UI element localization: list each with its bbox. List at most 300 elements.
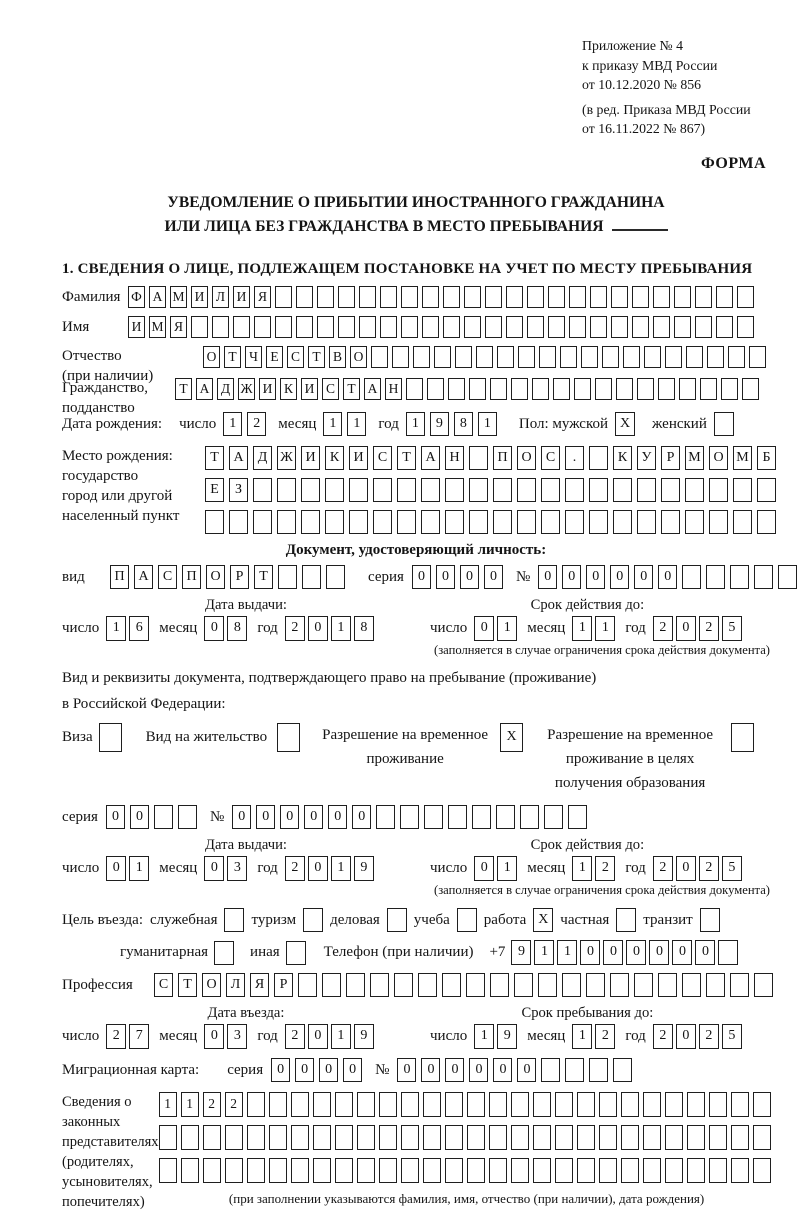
char-cell[interactable]: 2 (699, 1024, 719, 1049)
char-cell[interactable] (357, 1125, 375, 1150)
char-cell[interactable] (357, 1158, 375, 1183)
char-cell[interactable]: Р (230, 565, 249, 589)
char-cell[interactable]: Т (178, 973, 197, 997)
char-cell[interactable]: 0 (256, 805, 275, 829)
char-cell[interactable] (532, 378, 549, 400)
char-cell[interactable]: С (287, 346, 304, 368)
char-cell[interactable] (445, 1158, 463, 1183)
char-cell[interactable]: 2 (653, 1024, 673, 1049)
char-cell[interactable] (422, 316, 439, 338)
char-cell[interactable] (229, 510, 248, 534)
char-cell[interactable] (254, 316, 271, 338)
char-cell[interactable]: 5 (722, 616, 742, 641)
char-cell[interactable] (709, 1158, 727, 1183)
purpose-tourism-checkbox[interactable] (303, 908, 323, 932)
char-cell[interactable] (203, 1125, 221, 1150)
char-cell[interactable] (443, 286, 460, 308)
char-cell[interactable] (511, 1092, 529, 1117)
char-cell[interactable]: 0 (308, 1024, 328, 1049)
char-cell[interactable] (757, 478, 776, 502)
char-cell[interactable] (401, 1125, 419, 1150)
char-cell[interactable]: Д (217, 378, 234, 400)
char-cell[interactable] (424, 805, 443, 829)
char-cell[interactable] (159, 1158, 177, 1183)
char-cell[interactable] (159, 1125, 177, 1150)
char-cell[interactable] (706, 565, 725, 589)
char-cell[interactable] (539, 346, 556, 368)
char-cell[interactable]: 0 (204, 856, 224, 881)
char-cell[interactable] (589, 510, 608, 534)
char-cell[interactable] (278, 565, 297, 589)
char-cell[interactable] (493, 478, 512, 502)
char-cell[interactable] (658, 378, 675, 400)
char-cell[interactable] (643, 1125, 661, 1150)
char-cell[interactable] (514, 973, 533, 997)
char-cell[interactable] (418, 973, 437, 997)
char-cell[interactable]: 7 (129, 1024, 149, 1049)
char-cell[interactable]: 0 (484, 565, 503, 589)
char-cell[interactable] (178, 805, 197, 829)
char-cell[interactable]: 0 (493, 1058, 512, 1082)
char-cell[interactable]: 0 (106, 805, 125, 829)
char-cell[interactable] (637, 378, 654, 400)
female-checkbox[interactable] (714, 412, 734, 436)
char-cell[interactable] (695, 316, 712, 338)
char-cell[interactable] (335, 1158, 353, 1183)
char-cell[interactable]: Я (254, 286, 271, 308)
purpose-business-checkbox[interactable] (387, 908, 407, 932)
char-cell[interactable]: 0 (538, 565, 557, 589)
char-cell[interactable] (338, 286, 355, 308)
char-cell[interactable]: Р (661, 446, 680, 470)
char-cell[interactable] (423, 1125, 441, 1150)
char-cell[interactable] (421, 510, 440, 534)
char-cell[interactable]: Т (224, 346, 241, 368)
char-cell[interactable]: Е (266, 346, 283, 368)
char-cell[interactable]: 0 (474, 856, 494, 881)
char-cell[interactable]: Т (397, 446, 416, 470)
char-cell[interactable] (679, 378, 696, 400)
char-cell[interactable] (301, 510, 320, 534)
char-cell[interactable] (359, 316, 376, 338)
char-cell[interactable]: 9 (511, 940, 531, 965)
char-cell[interactable]: 1 (106, 616, 126, 641)
char-cell[interactable] (485, 316, 502, 338)
char-cell[interactable]: 3 (227, 1024, 247, 1049)
char-cell[interactable]: М (149, 316, 166, 338)
char-cell[interactable] (413, 346, 430, 368)
char-cell[interactable] (586, 973, 605, 997)
char-cell[interactable] (469, 446, 488, 470)
char-cell[interactable] (716, 316, 733, 338)
char-cell[interactable] (653, 286, 670, 308)
char-cell[interactable] (674, 286, 691, 308)
char-cell[interactable] (380, 316, 397, 338)
char-cell[interactable]: 2 (699, 616, 719, 641)
char-cell[interactable] (632, 316, 649, 338)
char-cell[interactable] (687, 1092, 705, 1117)
char-cell[interactable]: П (182, 565, 201, 589)
purpose-private-checkbox[interactable] (616, 908, 636, 932)
char-cell[interactable]: 1 (572, 616, 592, 641)
char-cell[interactable]: 1 (557, 940, 577, 965)
char-cell[interactable] (317, 286, 334, 308)
char-cell[interactable] (527, 286, 544, 308)
char-cell[interactable]: 1 (331, 856, 351, 881)
char-cell[interactable] (728, 346, 745, 368)
char-cell[interactable] (275, 316, 292, 338)
char-cell[interactable] (291, 1125, 309, 1150)
char-cell[interactable] (154, 805, 173, 829)
char-cell[interactable]: У (637, 446, 656, 470)
char-cell[interactable] (247, 1125, 265, 1150)
char-cell[interactable] (296, 316, 313, 338)
char-cell[interactable]: С (373, 446, 392, 470)
char-cell[interactable]: 1 (159, 1092, 177, 1117)
char-cell[interactable] (749, 346, 766, 368)
char-cell[interactable] (577, 1158, 595, 1183)
char-cell[interactable]: 2 (285, 1024, 305, 1049)
char-cell[interactable]: 2 (285, 616, 305, 641)
char-cell[interactable] (568, 805, 587, 829)
char-cell[interactable]: 1 (572, 1024, 592, 1049)
char-cell[interactable] (665, 1125, 683, 1150)
char-cell[interactable] (757, 510, 776, 534)
char-cell[interactable] (589, 478, 608, 502)
char-cell[interactable]: Т (308, 346, 325, 368)
char-cell[interactable] (406, 378, 423, 400)
char-cell[interactable]: 0 (304, 805, 323, 829)
char-cell[interactable] (379, 1158, 397, 1183)
char-cell[interactable]: 0 (517, 1058, 536, 1082)
char-cell[interactable]: Ж (238, 378, 255, 400)
char-cell[interactable] (269, 1092, 287, 1117)
char-cell[interactable] (730, 565, 749, 589)
char-cell[interactable] (379, 1125, 397, 1150)
char-cell[interactable] (613, 1058, 632, 1082)
char-cell[interactable]: А (196, 378, 213, 400)
char-cell[interactable] (709, 478, 728, 502)
char-cell[interactable] (577, 1125, 595, 1150)
char-cell[interactable] (313, 1158, 331, 1183)
char-cell[interactable]: Я (250, 973, 269, 997)
char-cell[interactable] (665, 1092, 683, 1117)
char-cell[interactable] (590, 286, 607, 308)
char-cell[interactable] (394, 973, 413, 997)
char-cell[interactable]: 0 (343, 1058, 362, 1082)
char-cell[interactable] (621, 1125, 639, 1150)
char-cell[interactable]: 0 (436, 565, 455, 589)
char-cell[interactable] (225, 1158, 243, 1183)
char-cell[interactable]: 0 (562, 565, 581, 589)
char-cell[interactable]: 0 (204, 1024, 224, 1049)
char-cell[interactable] (472, 805, 491, 829)
char-cell[interactable] (379, 1092, 397, 1117)
char-cell[interactable] (296, 286, 313, 308)
char-cell[interactable]: Т (254, 565, 273, 589)
char-cell[interactable]: 1 (478, 412, 497, 436)
char-cell[interactable] (685, 510, 704, 534)
char-cell[interactable]: 1 (497, 856, 517, 881)
char-cell[interactable] (700, 378, 717, 400)
char-cell[interactable] (392, 346, 409, 368)
char-cell[interactable] (247, 1158, 265, 1183)
char-cell[interactable]: С (322, 378, 339, 400)
char-cell[interactable] (205, 510, 224, 534)
char-cell[interactable] (511, 1125, 529, 1150)
char-cell[interactable]: 0 (308, 856, 328, 881)
char-cell[interactable]: Р (274, 973, 293, 997)
char-cell[interactable]: 2 (285, 856, 305, 881)
char-cell[interactable]: 0 (634, 565, 653, 589)
char-cell[interactable]: 9 (354, 856, 374, 881)
char-cell[interactable] (325, 510, 344, 534)
char-cell[interactable] (253, 478, 272, 502)
char-cell[interactable] (335, 1125, 353, 1150)
char-cell[interactable]: 8 (354, 616, 374, 641)
char-cell[interactable] (709, 1125, 727, 1150)
char-cell[interactable] (709, 510, 728, 534)
char-cell[interactable]: 0 (328, 805, 347, 829)
char-cell[interactable] (569, 286, 586, 308)
char-cell[interactable]: И (191, 286, 208, 308)
char-cell[interactable] (706, 973, 725, 997)
char-cell[interactable]: Т (205, 446, 224, 470)
char-cell[interactable]: 2 (699, 856, 719, 881)
char-cell[interactable] (269, 1125, 287, 1150)
char-cell[interactable] (674, 316, 691, 338)
char-cell[interactable] (313, 1125, 331, 1150)
char-cell[interactable] (401, 316, 418, 338)
char-cell[interactable] (277, 510, 296, 534)
char-cell[interactable] (325, 478, 344, 502)
char-cell[interactable]: 2 (653, 856, 673, 881)
char-cell[interactable] (253, 510, 272, 534)
char-cell[interactable] (665, 1158, 683, 1183)
char-cell[interactable]: Н (445, 446, 464, 470)
char-cell[interactable]: Л (212, 286, 229, 308)
char-cell[interactable] (569, 316, 586, 338)
char-cell[interactable]: О (203, 346, 220, 368)
char-cell[interactable]: 0 (130, 805, 149, 829)
char-cell[interactable] (544, 805, 563, 829)
char-cell[interactable] (581, 346, 598, 368)
char-cell[interactable]: Б (757, 446, 776, 470)
residence-permit-checkbox[interactable] (277, 723, 300, 752)
char-cell[interactable] (191, 316, 208, 338)
char-cell[interactable]: О (206, 565, 225, 589)
char-cell[interactable]: С (158, 565, 177, 589)
char-cell[interactable] (595, 378, 612, 400)
char-cell[interactable] (401, 1158, 419, 1183)
char-cell[interactable] (455, 346, 472, 368)
char-cell[interactable] (555, 1158, 573, 1183)
char-cell[interactable] (511, 378, 528, 400)
char-cell[interactable]: И (301, 378, 318, 400)
char-cell[interactable] (448, 378, 465, 400)
char-cell[interactable] (737, 286, 754, 308)
char-cell[interactable]: 0 (412, 565, 431, 589)
char-cell[interactable] (443, 316, 460, 338)
char-cell[interactable]: 2 (247, 412, 266, 436)
char-cell[interactable] (277, 478, 296, 502)
char-cell[interactable] (476, 346, 493, 368)
char-cell[interactable]: О (517, 446, 536, 470)
char-cell[interactable] (469, 510, 488, 534)
char-cell[interactable]: 1 (129, 856, 149, 881)
char-cell[interactable] (682, 973, 701, 997)
char-cell[interactable] (721, 378, 738, 400)
char-cell[interactable]: 2 (595, 856, 615, 881)
char-cell[interactable] (247, 1092, 265, 1117)
char-cell[interactable]: 0 (271, 1058, 290, 1082)
char-cell[interactable] (686, 346, 703, 368)
char-cell[interactable] (489, 1158, 507, 1183)
char-cell[interactable] (338, 316, 355, 338)
char-cell[interactable] (553, 378, 570, 400)
char-cell[interactable] (754, 973, 773, 997)
char-cell[interactable] (733, 478, 752, 502)
char-cell[interactable] (520, 805, 539, 829)
char-cell[interactable]: 0 (204, 616, 224, 641)
visa-checkbox[interactable] (99, 723, 122, 752)
char-cell[interactable]: Ф (128, 286, 145, 308)
char-cell[interactable]: 1 (331, 1024, 351, 1049)
char-cell[interactable] (233, 316, 250, 338)
char-cell[interactable]: 1 (474, 1024, 494, 1049)
char-cell[interactable]: М (170, 286, 187, 308)
purpose-work-checkbox[interactable]: X (533, 908, 553, 932)
char-cell[interactable] (737, 316, 754, 338)
char-cell[interactable] (541, 1058, 560, 1082)
char-cell[interactable] (589, 1058, 608, 1082)
char-cell[interactable] (401, 1092, 419, 1117)
char-cell[interactable]: 9 (430, 412, 449, 436)
char-cell[interactable]: 0 (672, 940, 692, 965)
char-cell[interactable]: 0 (460, 565, 479, 589)
char-cell[interactable] (517, 510, 536, 534)
char-cell[interactable] (401, 286, 418, 308)
char-cell[interactable] (517, 478, 536, 502)
char-cell[interactable] (506, 316, 523, 338)
char-cell[interactable]: 1 (181, 1092, 199, 1117)
char-cell[interactable] (653, 316, 670, 338)
char-cell[interactable]: 1 (331, 616, 351, 641)
char-cell[interactable]: К (325, 446, 344, 470)
char-cell[interactable]: З (229, 478, 248, 502)
char-cell[interactable] (658, 973, 677, 997)
char-cell[interactable] (644, 346, 661, 368)
char-cell[interactable] (349, 478, 368, 502)
char-cell[interactable] (753, 1092, 771, 1117)
char-cell[interactable]: 1 (497, 616, 517, 641)
char-cell[interactable]: 0 (649, 940, 669, 965)
char-cell[interactable] (661, 478, 680, 502)
char-cell[interactable] (753, 1158, 771, 1183)
char-cell[interactable] (623, 346, 640, 368)
char-cell[interactable]: С (541, 446, 560, 470)
char-cell[interactable] (687, 1125, 705, 1150)
char-cell[interactable] (335, 1092, 353, 1117)
char-cell[interactable] (469, 478, 488, 502)
char-cell[interactable] (611, 286, 628, 308)
char-cell[interactable]: 8 (227, 616, 247, 641)
char-cell[interactable] (467, 1125, 485, 1150)
char-cell[interactable]: 0 (695, 940, 715, 965)
char-cell[interactable] (574, 378, 591, 400)
char-cell[interactable] (373, 478, 392, 502)
char-cell[interactable]: 2 (225, 1092, 243, 1117)
char-cell[interactable]: 6 (129, 616, 149, 641)
char-cell[interactable] (467, 1092, 485, 1117)
char-cell[interactable] (225, 1125, 243, 1150)
char-cell[interactable]: 5 (722, 1024, 742, 1049)
char-cell[interactable] (555, 1125, 573, 1150)
char-cell[interactable]: 1 (406, 412, 425, 436)
char-cell[interactable]: Т (343, 378, 360, 400)
char-cell[interactable]: 1 (534, 940, 554, 965)
char-cell[interactable]: 0 (295, 1058, 314, 1082)
char-cell[interactable]: 0 (352, 805, 371, 829)
char-cell[interactable] (541, 510, 560, 534)
char-cell[interactable] (466, 973, 485, 997)
char-cell[interactable] (313, 1092, 331, 1117)
char-cell[interactable]: Д (253, 446, 272, 470)
char-cell[interactable] (661, 510, 680, 534)
char-cell[interactable] (753, 1125, 771, 1150)
char-cell[interactable] (464, 316, 481, 338)
char-cell[interactable] (538, 973, 557, 997)
char-cell[interactable] (497, 346, 514, 368)
char-cell[interactable] (716, 286, 733, 308)
char-cell[interactable]: 2 (595, 1024, 615, 1049)
char-cell[interactable] (469, 378, 486, 400)
char-cell[interactable] (423, 1092, 441, 1117)
char-cell[interactable] (212, 316, 229, 338)
char-cell[interactable]: 1 (347, 412, 366, 436)
char-cell[interactable] (326, 565, 345, 589)
char-cell[interactable] (422, 286, 439, 308)
char-cell[interactable] (616, 378, 633, 400)
char-cell[interactable]: О (350, 346, 367, 368)
char-cell[interactable] (373, 510, 392, 534)
char-cell[interactable]: 0 (474, 616, 494, 641)
char-cell[interactable]: 1 (572, 856, 592, 881)
char-cell[interactable] (599, 1125, 617, 1150)
char-cell[interactable]: 0 (232, 805, 251, 829)
char-cell[interactable]: 2 (106, 1024, 126, 1049)
char-cell[interactable] (643, 1092, 661, 1117)
char-cell[interactable]: М (733, 446, 752, 470)
char-cell[interactable] (555, 1092, 573, 1117)
char-cell[interactable]: . (565, 446, 584, 470)
char-cell[interactable] (518, 346, 535, 368)
char-cell[interactable] (548, 316, 565, 338)
char-cell[interactable] (445, 478, 464, 502)
char-cell[interactable]: Т (175, 378, 192, 400)
char-cell[interactable] (397, 510, 416, 534)
char-cell[interactable] (380, 286, 397, 308)
char-cell[interactable]: 0 (676, 616, 696, 641)
char-cell[interactable] (731, 1125, 749, 1150)
char-cell[interactable] (577, 1092, 595, 1117)
char-cell[interactable]: И (349, 446, 368, 470)
purpose-other-checkbox[interactable] (286, 941, 306, 965)
char-cell[interactable] (370, 973, 389, 997)
char-cell[interactable] (464, 286, 481, 308)
char-cell[interactable] (291, 1092, 309, 1117)
char-cell[interactable] (665, 346, 682, 368)
